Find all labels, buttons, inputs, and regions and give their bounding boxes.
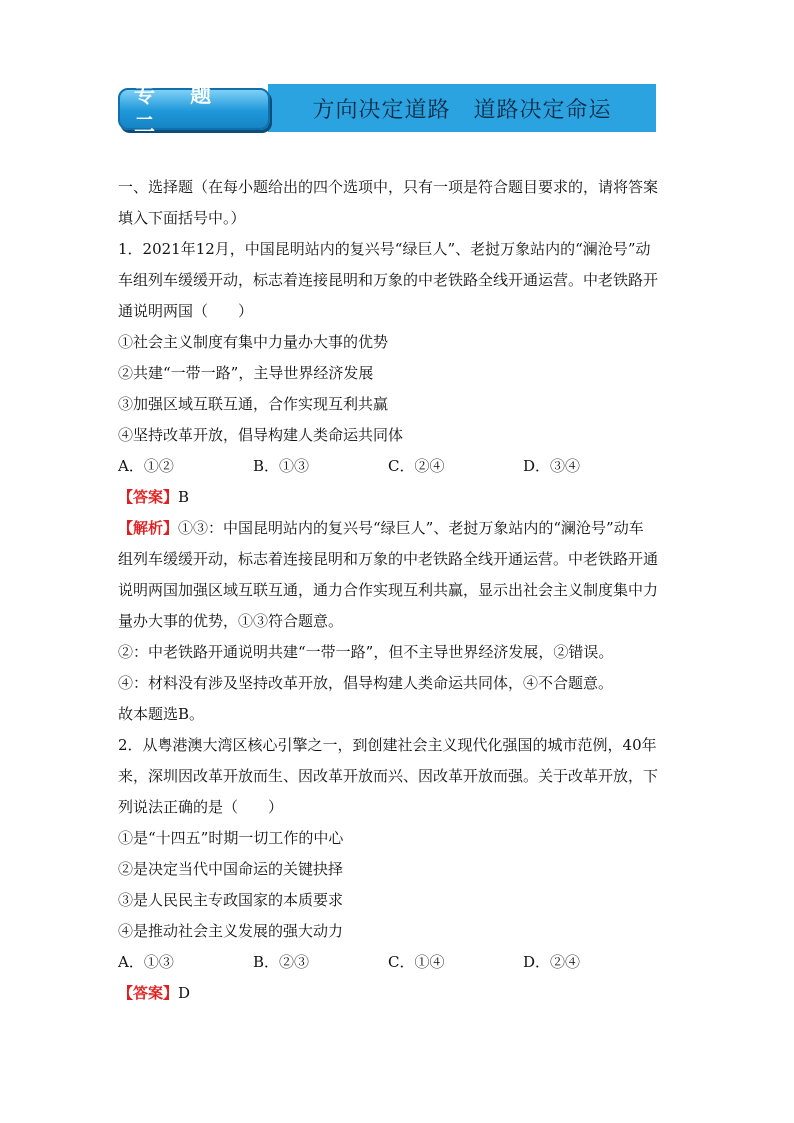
question-1-option-c: C．②④ xyxy=(388,457,445,475)
analysis-text: ①③：中国昆明站内的复兴号“绿巨人”、老挝万象站内的“澜沧号”动车组列车缓缓开动，标志着连接昆明和万象的中老铁路全线开通运营。中老铁路开通说明两国加强区域互联互通，通力合作实现互利共赢，显示出社会主义制度集中力量办大事的优势，①③符合题意。 xyxy=(118,519,659,630)
question-2-options xyxy=(118,947,658,978)
question-1-item-3: ③加强区域互联互通，合作实现互利共赢 xyxy=(118,395,389,413)
answer-label: 【答案】 xyxy=(118,984,179,1002)
question-2-option-a: A．①③ xyxy=(118,953,174,971)
question-1-analysis-2: ②：中老铁路开通说明共建“一带一路”，但不主导世界经济发展，②错误。 xyxy=(118,643,614,661)
question-2-stem: 2．从粤港澳大湾区核心引擎之一，到创建社会主义现代化强国的城市范例，40年来，深圳因改革开放而生、因改革开放而兴、因改革开放而强。关于改革开放，下列说法正确的是（ ） xyxy=(118,736,659,816)
question-1-option-b: B．①③ xyxy=(253,457,310,475)
question-1-answer xyxy=(118,482,658,513)
document-body xyxy=(118,172,658,1009)
question-1-item-1: ①社会主义制度有集中力量办大事的优势 xyxy=(118,333,389,351)
answer-value: D xyxy=(178,984,191,1002)
question-2-option-b: B．②③ xyxy=(253,953,310,971)
question-1-conclusion: 故本题选B。 xyxy=(118,705,205,723)
question-2-item-4: ④是推动社会主义发展的强大动力 xyxy=(118,922,344,940)
answer-label: 【答案】 xyxy=(118,488,179,506)
question-1-option-d: D．③④ xyxy=(523,457,581,475)
question-2-answer xyxy=(118,978,658,1009)
question-1-analysis xyxy=(118,513,658,637)
question-1-option-a: A．①② xyxy=(118,457,174,475)
topic-banner xyxy=(118,83,656,137)
question-2-option-d: D．②④ xyxy=(523,953,581,971)
topic-badge xyxy=(118,83,270,137)
question-1-stem: 1．2021年12月，中国昆明站内的复兴号“绿巨人”、老挝万象站内的“澜沧号”动车组列车缓缓开动，标志着连接昆明和万象的中老铁路全线开通运营。中老铁路开通说明两国（ ） xyxy=(118,240,659,320)
analysis-label: 【解析】 xyxy=(118,519,179,537)
question-1-options xyxy=(118,451,658,482)
question-2-item-3: ③是人民民主专政国家的本质要求 xyxy=(118,891,344,909)
question-1-analysis-3: ④：材料没有涉及坚持改革开放，倡导构建人类命运共同体，④不合题意。 xyxy=(118,674,614,692)
question-1-item-4: ④坚持改革开放，倡导构建人类命运共同体 xyxy=(118,426,404,444)
answer-value: B xyxy=(178,488,190,506)
topic-badge-label: 专 题 二 xyxy=(134,83,226,137)
question-2-item-2: ②是决定当代中国命运的关键抉择 xyxy=(118,860,344,878)
section-heading: 一、选择题（在每小题给出的四个选项中，只有一项是符合题目要求的，请将答案填入下面括号中。） xyxy=(118,178,659,227)
question-1-item-2: ②共建“一带一路”，主导世界经济发展 xyxy=(118,364,374,382)
question-2-item-1: ①是“十四五”时期一切工作的中心 xyxy=(118,829,344,847)
question-2-option-c: C．①④ xyxy=(388,953,445,971)
banner-title: 方向决定道路 道路决定命运 xyxy=(312,97,612,123)
